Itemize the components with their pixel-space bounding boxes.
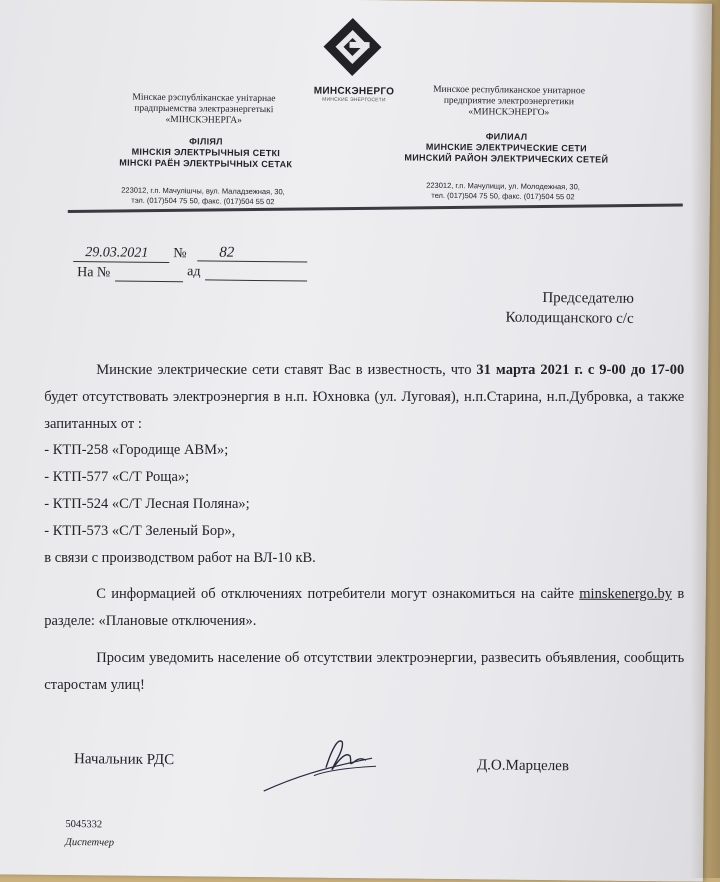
letter-number-label: № — [173, 246, 187, 262]
body-p1-rest: будет отсутствовать электроэнергия в н.п. Юхновка (ул. Луговая), н.п.Старина, н.п.Дубровка, а также запитанных от : — [44, 388, 685, 432]
header-right-fil3: МИНСКИЙ РАЙОН ЭЛЕКТРИЧЕСКИХ СЕТЕЙ — [404, 152, 609, 165]
letter-date: 29.03.2021 — [85, 245, 149, 261]
header-right-line3: «МИНСКЭНЕРГО» — [468, 107, 550, 119]
brand-subtitle: МИНСКИЕ ЭНЕРГОСЕТИ — [322, 96, 386, 104]
list-item: - КТП-577 «С/Т Роща»; — [44, 468, 190, 485]
header-right-line2: предприятие электроэнергетики — [443, 95, 575, 108]
footer-phone-number: 5045332 — [65, 819, 103, 831]
header-right-fil1: ФИЛИАЛ — [485, 131, 528, 142]
list-item: - КТП-573 «С/Т Зеленый Бор», — [44, 522, 236, 539]
date-underline — [73, 261, 169, 263]
letter-number: 82 — [219, 244, 235, 261]
header-left-fil1: ФІЛІЯЛ — [189, 136, 223, 147]
outage-date-time: 31 марта 2021 г. с 9-00 до 17-00 — [476, 361, 685, 378]
reference-na-label: На № — [77, 265, 111, 281]
brand-block — [309, 86, 399, 104]
number-underline — [197, 260, 307, 262]
header-right-addr1: 223012, г.п. Мачулищи, ул. Молодежная, 30, — [426, 180, 580, 192]
na-underline — [115, 280, 183, 282]
signer-title: Начальник РДС — [73, 751, 175, 769]
body-p1-text: Минские электрические сети ставят Вас в известность, что — [96, 361, 477, 378]
letter-body — [44, 357, 684, 699]
header-right-org — [404, 85, 614, 120]
header-left-addr1: 223012, г.п. Мачулішчы, вул. Маладзежная, 30, — [121, 185, 285, 197]
addressee-line2: Колодищанского с/с — [505, 309, 634, 327]
brand-name: МИНСКЭНЕРГО — [313, 85, 395, 98]
body-paragraph-3 — [44, 581, 684, 635]
header-left-fil2: МІНСКІЯ ЭЛЕКТРЫЧНЫЯ СЕТКІ — [131, 146, 281, 159]
handwritten-signature — [254, 727, 385, 798]
header-left-line2: прадпрыемства электраэнергетыкі — [134, 103, 274, 116]
header-left-line1: Мінскае рэспубліканскае унітарнае — [132, 92, 276, 105]
header-right-line1: Минское республиканское унитарное — [433, 84, 586, 97]
minskenergo-logo-icon — [321, 16, 384, 87]
website-link[interactable]: minskenergo.by — [579, 586, 673, 603]
header-right-addr2: тел. (017)504 75 50, факс. (017)504 55 02 — [431, 190, 575, 202]
body-paragraph-1 — [44, 357, 684, 437]
body-paragraph-4: Просим уведомить население об отсутствии электроэнергии, развесить объявления, сообщить старостам улиц! — [44, 649, 685, 693]
header-left-line3: «МІНСКЭНЕРГА» — [165, 115, 242, 126]
signer-name: Д.О.Марцелев — [476, 757, 570, 775]
body-paragraph-2: в связи с производством работ на ВЛ-10 кВ. — [44, 549, 316, 566]
page-edge-shadow — [690, 0, 720, 878]
header-left-fil3: МІНСКІ РАЁН ЭЛЕКТРЫЧНЫХ СЕТАК — [119, 157, 293, 170]
header-right-address — [393, 180, 613, 202]
footer-role: Диспетчер — [65, 837, 115, 849]
header-left-addr2: тэл. (017)504 75 50, факс. (017)504 55 02 — [131, 195, 275, 207]
header-left-org — [99, 92, 309, 127]
list-item: - КТП-524 «С/Т Лесная Поляна»; — [44, 495, 250, 512]
body-p3-text: С информацией об отключениях потребители могут ознакомиться на сайте — [96, 586, 580, 603]
list-item: - КТП-258 «Городище АВМ»; — [44, 442, 229, 459]
header-left-branch — [88, 135, 323, 170]
reference-ad-label: ад — [187, 264, 201, 280]
header-right-fil2: МИНСКИЕ ЭЛЕКТРИЧЕСКИЕ СЕТИ — [425, 141, 588, 154]
header-left-address — [83, 185, 323, 208]
header-right-branch — [356, 130, 656, 166]
body-p3-rest: в разделе: «Плановые отключения». — [44, 586, 685, 629]
addressee-line1: Председателю — [542, 289, 634, 307]
ad-underline — [205, 279, 307, 281]
addressee — [505, 288, 634, 329]
